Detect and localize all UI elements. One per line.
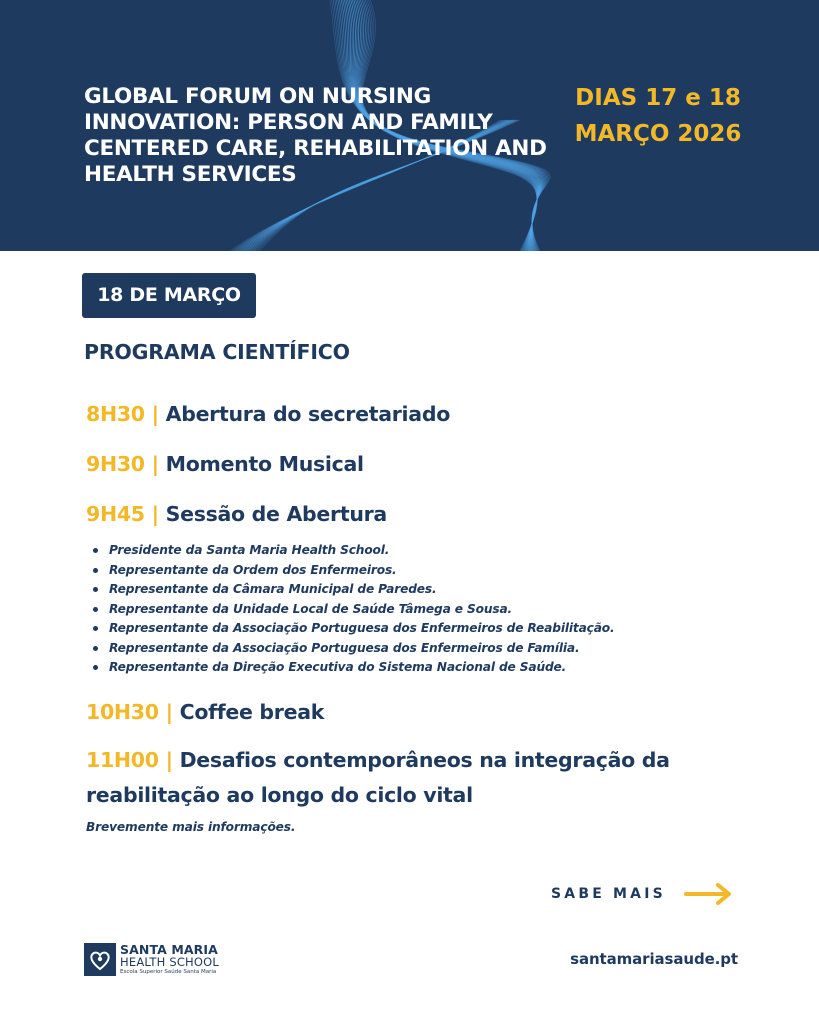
arrow-right-icon [684,883,732,905]
list-item: Representante da Câmara Municipal de Paredes. [92,580,615,600]
list-item: Representante da Associação Portuguesa dos Enfermeiros de Reabilitação. [92,619,615,639]
logo-line3: Escola Superior Saúde Santa Maria [120,968,217,975]
time-separator: | [165,748,173,772]
website-link[interactable]: santamariasaude.pt [570,950,738,968]
list-item: Representante da Associação Portuguesa dos Enfermeiros de Família. [92,639,615,659]
opening-speakers-list [92,541,615,678]
sabe-mais-label: SABE MAIS [551,886,666,902]
schedule-item [86,497,746,532]
time-separator: | [151,452,159,476]
schedule-title: Sessão de Abertura [165,502,387,526]
event-dates-line1: DIAS 17 e 18 [575,85,741,111]
schedule-title: Abertura do secretariado [165,402,450,426]
schedule-time: 8H30 [86,402,145,426]
schedule-item [86,447,746,482]
schedule-item [86,743,746,813]
event-dates [560,80,756,152]
schedule-title: Desafios contemporâneos na integração da reabilitação ao longo do ciclo vital [86,748,670,807]
day-badge: 18 DE MARÇO [82,273,256,318]
schedule-title: Coffee break [179,700,325,724]
schedule-item [86,397,746,432]
schedule-time: 9H45 [86,502,145,526]
schedule-time: 10H30 [86,700,159,724]
list-item: Presidente da Santa Maria Health School. [92,541,615,561]
logo-line1: SANTA MARIA [120,941,218,957]
schedule-item [86,695,746,730]
sabe-mais-link[interactable] [551,880,732,908]
list-item: Representante da Ordem dos Enfermeiros. [92,561,615,581]
logo-text [120,941,220,976]
schedule-time: 11H00 [86,748,159,772]
section-title: PROGRAMA CIENTÍFICO [84,340,350,364]
time-separator: | [151,402,159,426]
event-dates-line2: MARÇO 2026 [574,121,742,147]
logo-line2: HEALTH SCHOOL [120,954,220,969]
schedule-time: 9H30 [86,452,145,476]
time-separator: | [165,700,173,724]
schedule-title: Momento Musical [165,452,364,476]
list-item: Representante da Direção Executiva do Sistema Nacional de Saúde. [92,658,615,678]
time-separator: | [151,502,159,526]
heart-logo-icon [84,943,116,976]
event-title: GLOBAL FORUM ON NURSING INNOVATION: PERSON AND FAMILY CENTERED CARE, REHABILITATION AND HEALTH SERVICES [84,84,547,187]
school-logo [84,943,219,976]
header-banner [0,0,819,251]
more-info-note: Brevemente mais informações. [86,820,296,834]
list-item: Representante da Unidade Local de Saúde Tâmega e Sousa. [92,600,615,620]
